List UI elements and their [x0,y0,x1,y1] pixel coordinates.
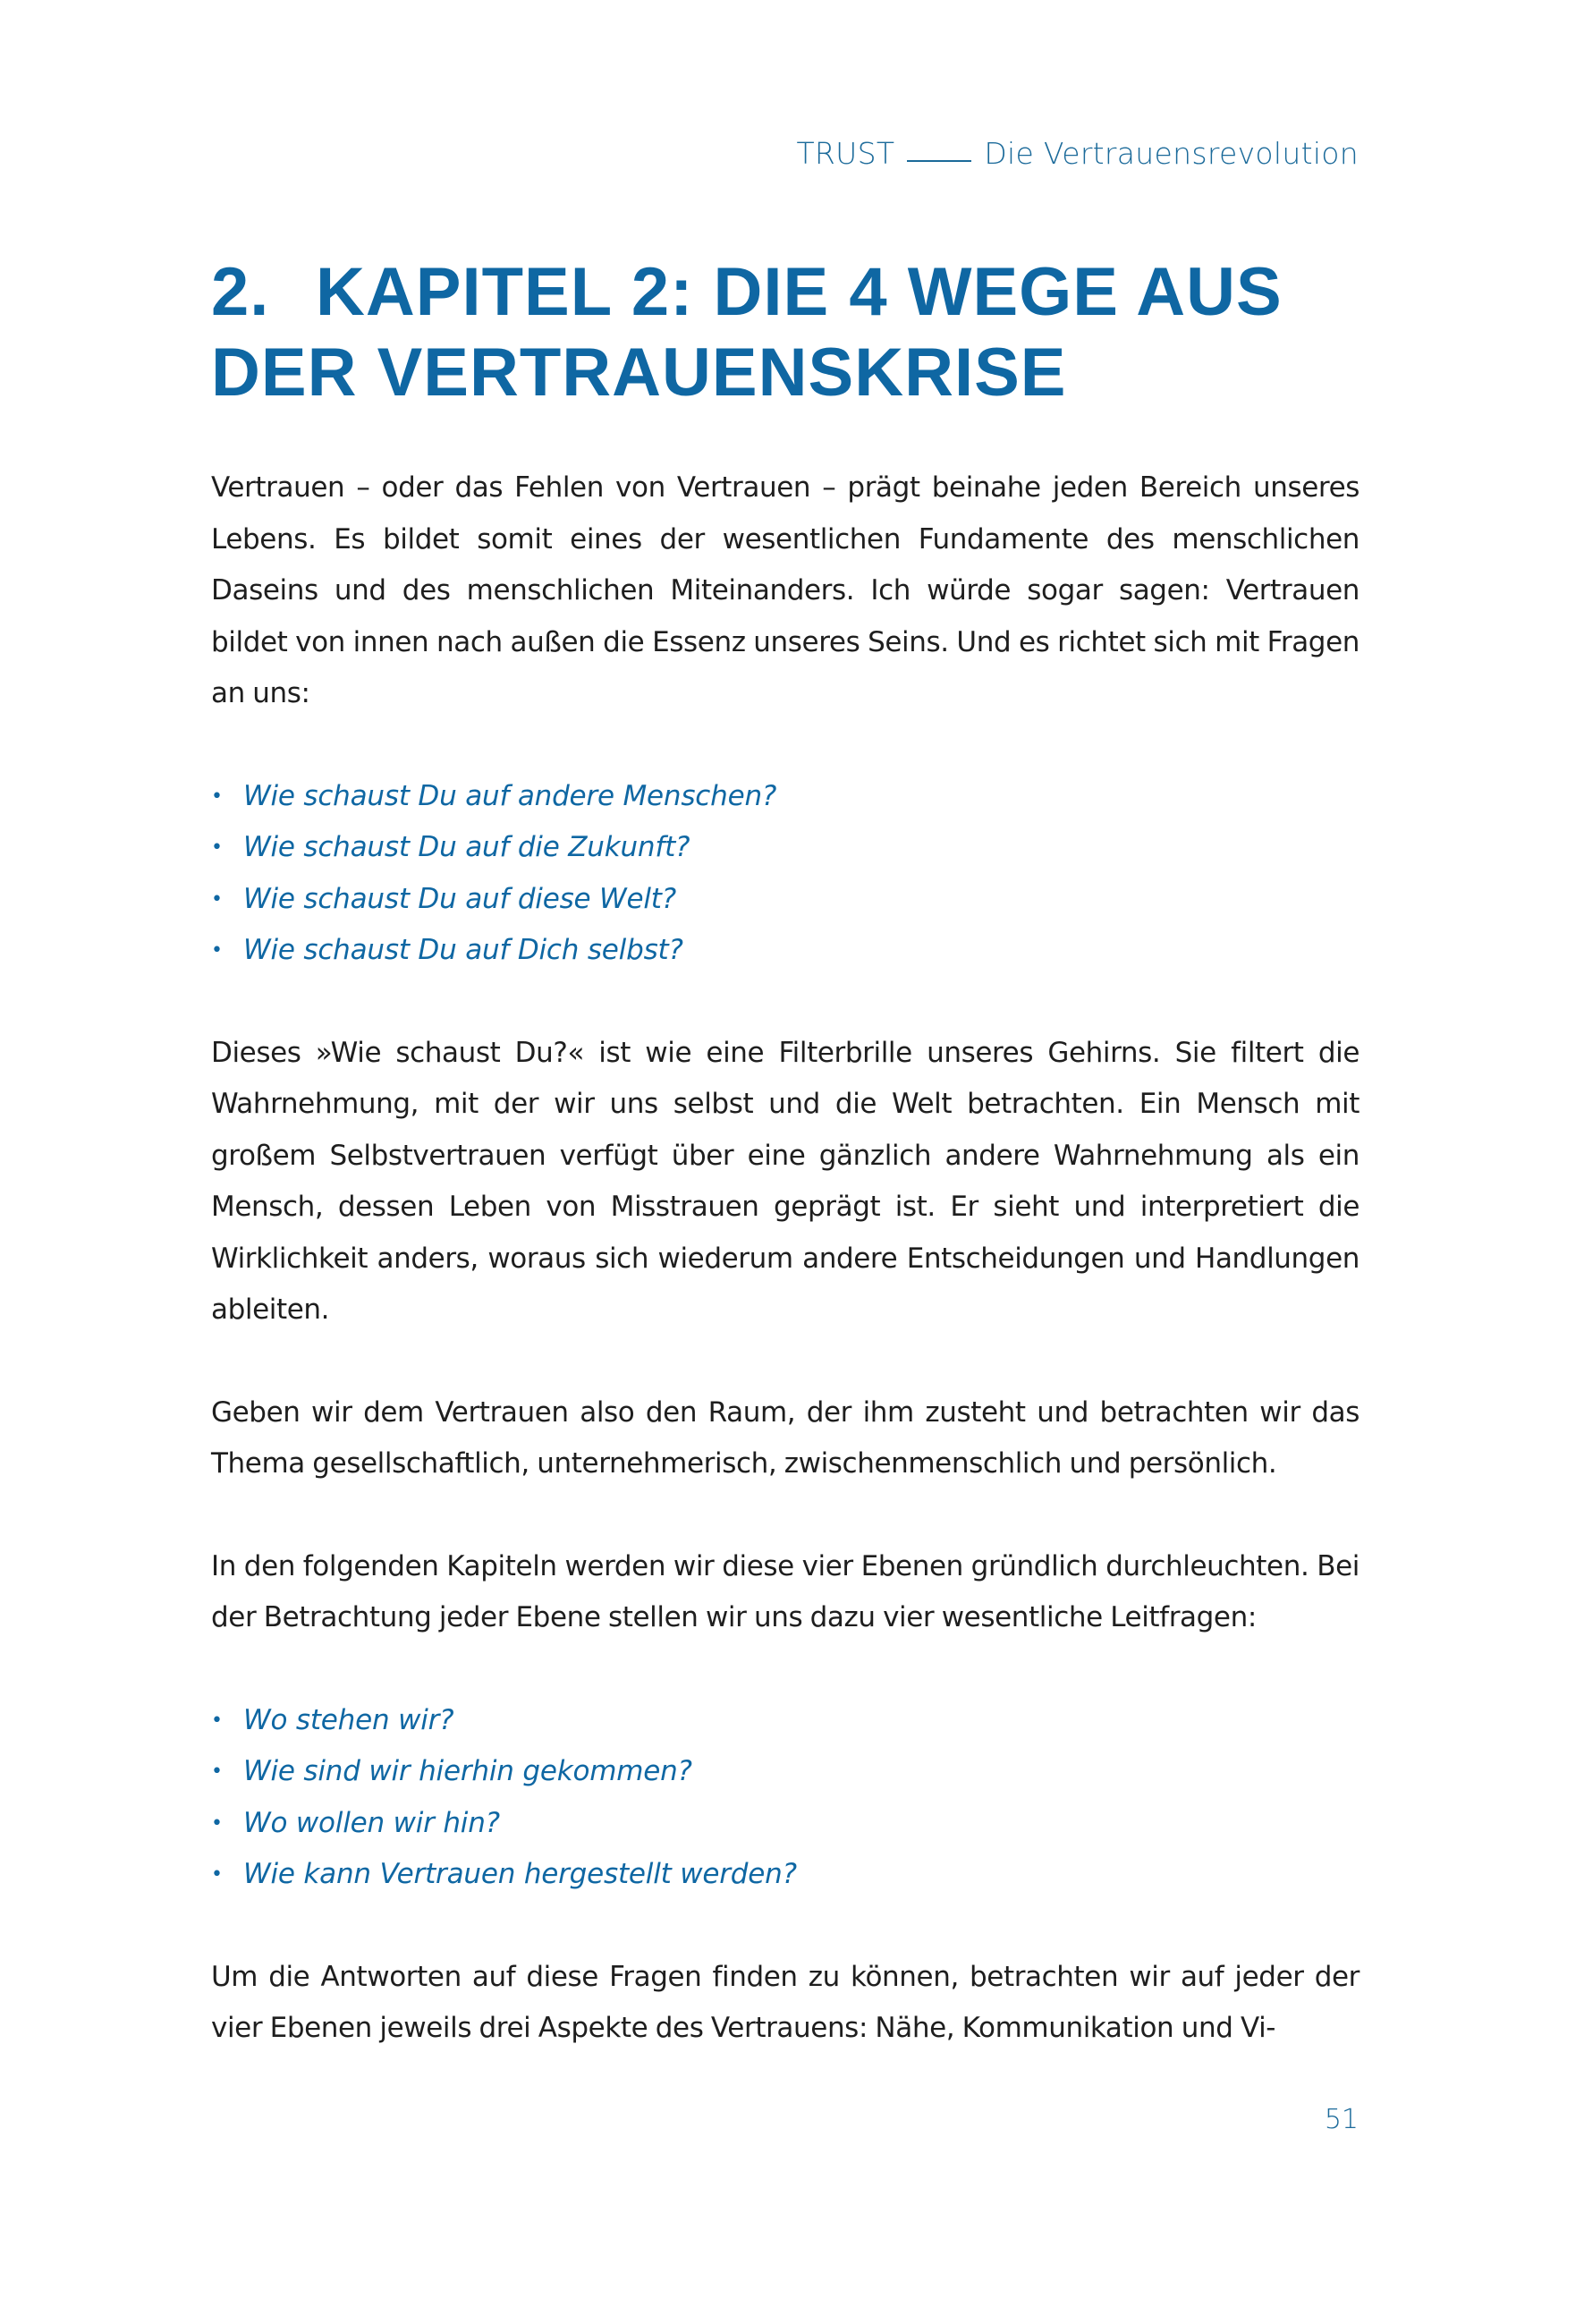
list-item: • Wie schaust Du auf Dich selbst? [211,925,1360,977]
question-list-perspective [211,771,1360,977]
chapter-number: 2. [211,254,270,330]
bullet-icon: • [211,1760,223,1783]
chapter-title-line2: DER VERTRAUENSKRISE [211,335,1067,411]
question-list-guiding [211,1695,1360,1901]
book-subtitle: Die Vertrauensrevolution [984,136,1359,171]
list-item: • Wo wollen wir hin? [211,1798,1360,1850]
bullet-icon: • [211,1811,223,1835]
chapter-title [211,252,1392,413]
page-body [211,462,1360,2106]
list-item: • Wie schaust Du auf andere Menschen? [211,771,1360,823]
bullet-icon: • [211,887,223,911]
book-title: TRUST [796,136,895,171]
chapter-title-line1: KAPITEL 2: DIE 4 WEGE AUS [316,254,1283,330]
list-item: • Wie sind wir hierhin gekommen? [211,1746,1360,1798]
paragraph-levels: In den folgenden Kapiteln werden wir diese vier Ebenen gründlich durchleuchten. Bei der Betrachtung jeder Ebene stellen wir uns dazu vier wesentliche Leitfragen: [211,1549,1360,1633]
bullet-icon: • [211,785,223,808]
header-rule [907,160,971,162]
paragraph-intro: Vertrauen – oder das Fehlen von Vertrauen – prägt beinahe jeden Bereich unseres Lebens. Es bildet somit eines der wesentlichen Fundamente des menschlichen Daseins und des menschlichen Miteinanders. Ich würde sogar sagen: Vertrauen bildet von innen nach außen die Essenz unseres Seins. Und es richtet sich mit Fragen an uns: [211,471,1360,709]
list-item: • Wie kann Vertrauen hergestellt werden? [211,1849,1360,1901]
bullet-icon: • [211,836,223,859]
bullet-icon: • [211,1863,223,1886]
running-header [796,136,1359,171]
bullet-icon: • [211,939,223,962]
paragraph-space: Geben wir dem Vertrauen also den Raum, der ihm zusteht und betrachten wir das Thema gesellschaftlich, unternehmerisch, zwischenmenschlich und persönlich. [211,1395,1360,1480]
paragraph-filter: Dieses »Wie schaust Du?« ist wie eine Filterbrille unseres Gehirns. Sie filtert die Wahrnehmung, mit der wir uns selbst und die Welt betrachten. Ein Mensch mit großem Selbstvertrauen verfügt über eine gänzlich andere Wahrnehmung als ein Mensch, dessen Leben von Misstrauen geprägt ist. Er sieht und interpretiert die Wirklichkeit anders, woraus sich wiederum andere Entscheidungen und Handlungen ableiten. [211,1036,1360,1326]
paragraph-aspects: Um die Antworten auf diese Fragen finden zu können, betrachten wir auf jeder der vier Ebenen jeweils drei Aspekte des Vertrauens: Nähe, Kommunikation und Vi- [211,1960,1360,2044]
list-item: • Wie schaust Du auf die Zukunft? [211,822,1360,874]
list-item: • Wo stehen wir? [211,1695,1360,1747]
bullet-icon: • [211,1709,223,1732]
list-item: • Wie schaust Du auf diese Welt? [211,874,1360,926]
page-number: 51 [1324,2104,1359,2135]
